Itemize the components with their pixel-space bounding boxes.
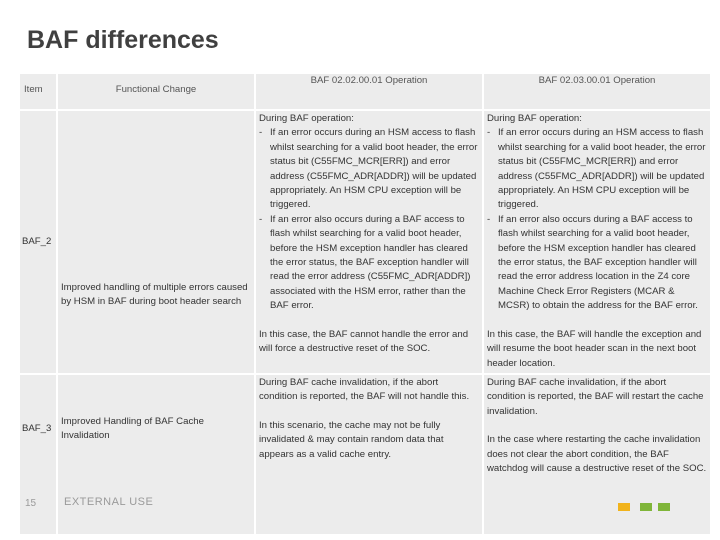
functional-change-cell: [58, 111, 254, 373]
header-item: Item: [20, 74, 56, 109]
old-conclusion: In this case, the BAF cannot handle the error and will force a destructive reset of the SOC.: [259, 328, 469, 355]
old-operation-cell: [256, 111, 482, 373]
logo-green-bar: [640, 503, 652, 511]
new-paragraph-1: During BAF cache invalidation, if the abort condition is reported, the BAF will restart the cache invalidation.: [487, 376, 704, 417]
header-functional-change: Functional Change: [58, 74, 254, 109]
logo-green-bar: [658, 503, 670, 511]
header-baf-02-02-operation: BAF 02.02.00.01 Operation: [256, 74, 482, 109]
functional-change-text: Improved handling of multiple errors caused by HSM in BAF during boot header search: [61, 281, 248, 307]
old-intro: During BAF operation:: [259, 113, 354, 124]
header-baf-02-03-operation: BAF 02.03.00.01 Operation: [484, 74, 710, 109]
page-number: 15: [25, 498, 37, 509]
functional-change-text: Improved Handling of BAF Cache Invalidation: [61, 415, 204, 442]
list-item: - If an error occurs during an HSM access to flash whilst searching for a valid boot header, the error status bit (C55FMC_MCR[ERR]) and error address (C55FMC_ADR[ADDR]) will be updated appropriately. An HSM CPU exception will be triggered.: [487, 127, 706, 211]
new-conclusion: In this case, the BAF will handle the exception and will resume the boot header scan in the next boot header location.: [487, 328, 702, 369]
brand-logo-icon: [618, 503, 670, 511]
item-cell: BAF_2: [20, 111, 56, 373]
item-text: BAF_3: [22, 422, 52, 434]
list-item: - If an error occurs during an HSM access to flash whilst searching for a valid boot header, the error status bit (C55FMC_MCR[ERR]) and error address (C55FMC_ADR[ADDR]) will be updated appropriately. An HSM CPU exception will be triggered.: [259, 127, 478, 211]
bullet-text: If an error occurs during an HSM access to flash whilst searching for a valid boot header, the error status bit (C55FMC_MCR[ERR]) and error address (C55FMC_ADR[ADDR]) will be updated appropriately. An HSM CPU exception will be triggered.: [498, 127, 706, 211]
logo-yellow-bar: [618, 503, 630, 511]
list-item: - If an error also occurs during a BAF access to flash whilst searching for a valid boot header, before the HSM exception handler has cleared the error status, the BAF exception handler will read the error address (C55FMC_ADR[ADDR]) associated with the HSM error, rather than the BAF error.: [259, 213, 471, 312]
new-operation-cell: [484, 111, 710, 373]
slide-title: BAF differences: [27, 26, 219, 54]
old-paragraph-2: In this scenario, the cache may not be fully invalidated & may contain random data that appears as a valid cache entry.: [259, 419, 444, 460]
old-paragraph-1: During BAF cache invalidation, if the abort condition is reported, the BAF will not handle this.: [259, 376, 470, 403]
functional-change-cell: [58, 375, 254, 534]
new-intro: During BAF operation:: [487, 113, 582, 124]
table-row: [20, 375, 710, 534]
new-bullet-list: [487, 126, 707, 313]
bullet-text: If an error also occurs during a BAF access to flash whilst searching for a valid boot header, before the HSM exception handler has cleared the error status, the BAF exception handler will read the error address location in the Z4 core Machine Check Error Registers (MCAR & MCSR) to obtain the address for the BAF error.: [498, 213, 698, 312]
footer-classification-label: EXTERNAL USE: [64, 496, 154, 508]
new-operation-cell: [484, 375, 710, 534]
table-header-row: [20, 74, 710, 109]
old-bullet-list: [259, 126, 479, 313]
table-row: [20, 111, 710, 373]
old-operation-cell: [256, 375, 482, 534]
bullet-text: If an error also occurs during a BAF access to flash whilst searching for a valid boot header, before the HSM exception handler has cleared the error status, the BAF exception handler will read the error address (C55FMC_ADR[ADDR]) associated with the HSM error, rather than the BAF error.: [270, 213, 471, 312]
list-item: - If an error also occurs during a BAF access to flash whilst searching for a valid boot header, before the HSM exception handler has cleared the error status, the BAF exception handler will read the error address location in the Z4 core Machine Check Error Registers (MCAR & MCSR) to obtain the address for the BAF error.: [487, 213, 698, 312]
new-paragraph-2: In the case where restarting the cache invalidation does not clear the abort condition, the BAF watchdog will cause a destructive reset of the SOC.: [487, 434, 707, 474]
item-cell: [20, 375, 56, 534]
bullet-text: If an error occurs during an HSM access to flash whilst searching for a valid boot header, the error status bit (C55FMC_MCR[ERR]) and error address (C55FMC_ADR[ADDR]) will be updated appropriately. An HSM CPU exception will be triggered.: [270, 127, 478, 211]
differences-table: [18, 72, 712, 536]
